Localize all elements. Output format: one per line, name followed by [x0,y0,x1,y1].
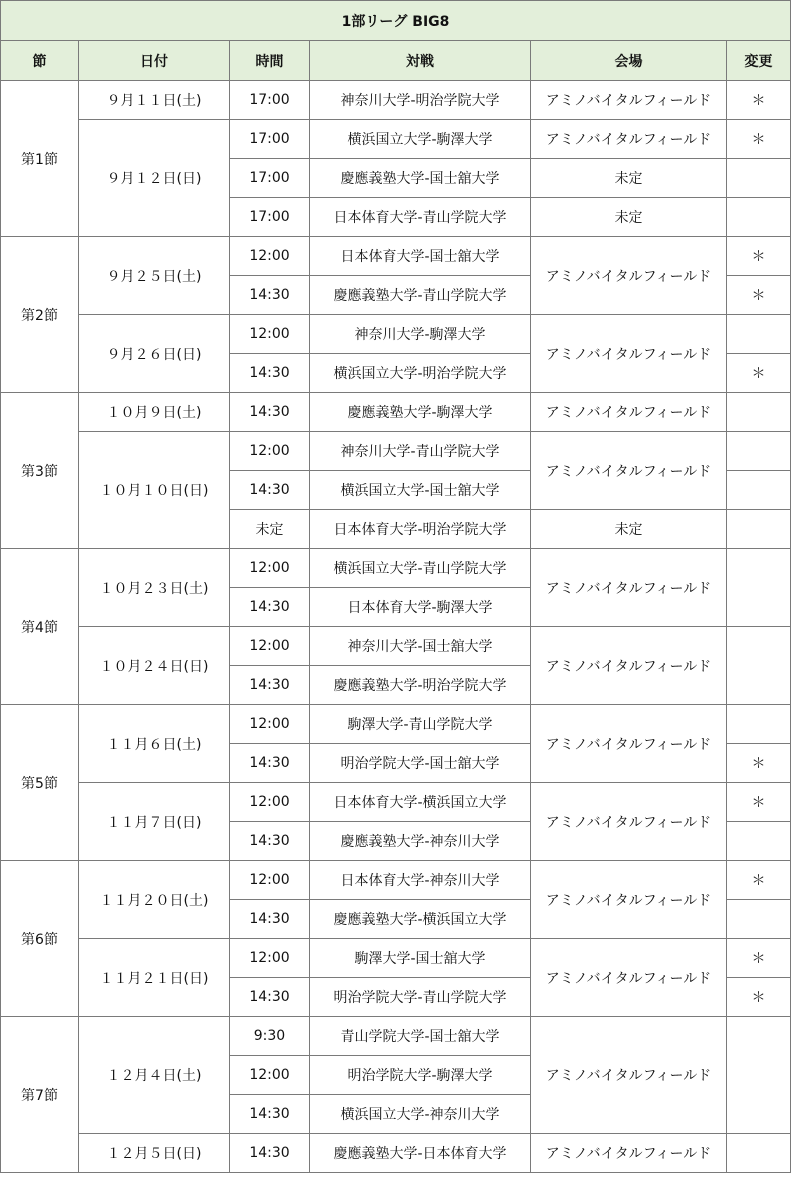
change-mark: ＊ [727,861,791,900]
change-mark [727,627,791,705]
match-cell: 神奈川大学-国士舘大学 [310,627,531,666]
time-cell: 14:30 [230,1095,310,1134]
change-mark: ＊ [727,237,791,276]
header-change: 変更 [727,41,791,81]
round-label: 第3節 [1,393,79,549]
venue-cell: アミノバイタルフィールド [531,393,727,432]
change-mark: ＊ [727,276,791,315]
time-cell: 12:00 [230,315,310,354]
date-cell: ９月１１日(土) [79,81,230,120]
time-cell: 17:00 [230,198,310,237]
table-row [1,120,791,159]
match-cell: 日本体育大学-横浜国立大学 [310,783,531,822]
time-cell: 17:00 [230,120,310,159]
table-row [1,1134,791,1173]
table-title-row [1,1,791,41]
venue-cell: アミノバイタルフィールド [531,120,727,159]
date-cell: １１月２１日(日) [79,939,230,1017]
round-label: 第6節 [1,861,79,1017]
time-cell: 17:00 [230,81,310,120]
date-cell: １２月４日(土) [79,1017,230,1134]
table-title: 1部リーグ BIG8 [1,1,791,41]
table-row [1,393,791,432]
date-cell: ９月２６日(日) [79,315,230,393]
venue-cell: アミノバイタルフィールド [531,432,727,510]
date-cell: １０月２３日(土) [79,549,230,627]
time-cell: 14:30 [230,900,310,939]
venue-cell: アミノバイタルフィールド [531,861,727,939]
match-cell: 横浜国立大学-青山学院大学 [310,549,531,588]
header-date: 日付 [79,41,230,81]
time-cell: 12:00 [230,783,310,822]
match-cell: 日本体育大学-駒澤大学 [310,588,531,627]
time-cell: 14:30 [230,744,310,783]
table-row [1,237,791,276]
change-mark: ＊ [727,120,791,159]
venue-cell: アミノバイタルフィールド [531,1134,727,1173]
table-row [1,861,791,900]
header-time: 時間 [230,41,310,81]
date-cell: ９月１２日(日) [79,120,230,237]
venue-cell: アミノバイタルフィールド [531,1017,727,1134]
round-label: 第1節 [1,81,79,237]
change-mark: ＊ [727,354,791,393]
round-label: 第5節 [1,705,79,861]
venue-cell: アミノバイタルフィールド [531,705,727,783]
venue-cell: 未定 [531,198,727,237]
change-mark [727,900,791,939]
change-mark: ＊ [727,81,791,120]
round-label: 第7節 [1,1017,79,1173]
date-cell: １０月１０日(日) [79,432,230,549]
venue-cell: アミノバイタルフィールド [531,81,727,120]
match-cell: 神奈川大学-駒澤大学 [310,315,531,354]
match-cell: 駒澤大学-国士舘大学 [310,939,531,978]
header-venue: 会場 [531,41,727,81]
match-cell: 日本体育大学-明治学院大学 [310,510,531,549]
time-cell: 14:30 [230,978,310,1017]
match-cell: 日本体育大学-青山学院大学 [310,198,531,237]
match-cell: 神奈川大学-明治学院大学 [310,81,531,120]
time-cell: 12:00 [230,237,310,276]
time-cell: 14:30 [230,393,310,432]
match-cell: 慶應義塾大学-横浜国立大学 [310,900,531,939]
table-row [1,549,791,588]
date-cell: １１月７日(日) [79,783,230,861]
match-cell: 明治学院大学-駒澤大学 [310,1056,531,1095]
table-row [1,432,791,471]
match-cell: 横浜国立大学-駒澤大学 [310,120,531,159]
match-cell: 日本体育大学-神奈川大学 [310,861,531,900]
change-mark [727,432,791,471]
change-mark [727,510,791,549]
table-row [1,705,791,744]
time-cell: 14:30 [230,354,310,393]
match-cell: 慶應義塾大学-神奈川大学 [310,822,531,861]
time-cell: 17:00 [230,159,310,198]
table-row [1,783,791,822]
header-row [1,41,791,81]
time-cell: 14:30 [230,666,310,705]
change-mark: ＊ [727,783,791,822]
change-mark [727,198,791,237]
match-cell: 明治学院大学-国士舘大学 [310,744,531,783]
date-cell: １１月２０日(土) [79,861,230,939]
time-cell: 12:00 [230,627,310,666]
match-cell: 横浜国立大学-神奈川大学 [310,1095,531,1134]
match-cell: 慶應義塾大学-国士舘大学 [310,159,531,198]
change-mark [727,315,791,354]
time-cell: 12:00 [230,549,310,588]
venue-cell: 未定 [531,510,727,549]
time-cell: 14:30 [230,588,310,627]
time-cell: 12:00 [230,939,310,978]
time-cell: 14:30 [230,276,310,315]
match-cell: 日本体育大学-国士舘大学 [310,237,531,276]
match-cell: 慶應義塾大学-明治学院大学 [310,666,531,705]
time-cell: 12:00 [230,705,310,744]
change-mark: ＊ [727,978,791,1017]
time-cell: 未定 [230,510,310,549]
change-mark [727,705,791,744]
change-mark [727,1134,791,1173]
table-row [1,1017,791,1056]
time-cell: 12:00 [230,861,310,900]
venue-cell: アミノバイタルフィールド [531,783,727,861]
venue-cell: アミノバイタルフィールド [531,549,727,627]
venue-cell: アミノバイタルフィールド [531,237,727,315]
table-row [1,315,791,354]
change-mark [727,159,791,198]
change-mark [727,549,791,627]
change-mark [727,471,791,510]
table-row [1,627,791,666]
table-row [1,81,791,120]
date-cell: １０月２４日(日) [79,627,230,705]
venue-cell: アミノバイタルフィールド [531,315,727,393]
date-cell: ９月２５日(土) [79,237,230,315]
match-cell: 慶應義塾大学-駒澤大学 [310,393,531,432]
match-cell: 横浜国立大学-国士舘大学 [310,471,531,510]
match-cell: 慶應義塾大学-青山学院大学 [310,276,531,315]
time-cell: 14:30 [230,822,310,861]
date-cell: １０月９日(土) [79,393,230,432]
date-cell: １２月５日(日) [79,1134,230,1173]
date-cell: １１月６日(土) [79,705,230,783]
round-label: 第4節 [1,549,79,705]
time-cell: 14:30 [230,471,310,510]
match-cell: 青山学院大学-国士舘大学 [310,1017,531,1056]
header-round: 節 [1,41,79,81]
match-cell: 明治学院大学-青山学院大学 [310,978,531,1017]
header-match: 対戦 [310,41,531,81]
change-mark: ＊ [727,744,791,783]
venue-cell: 未定 [531,159,727,198]
time-cell: 14:30 [230,1134,310,1173]
change-mark [727,822,791,861]
match-cell: 神奈川大学-青山学院大学 [310,432,531,471]
venue-cell: アミノバイタルフィールド [531,627,727,705]
match-cell: 横浜国立大学-明治学院大学 [310,354,531,393]
round-label: 第2節 [1,237,79,393]
change-mark [727,393,791,432]
table-row [1,939,791,978]
change-mark: ＊ [727,939,791,978]
time-cell: 12:00 [230,432,310,471]
match-cell: 駒澤大学-青山学院大学 [310,705,531,744]
change-mark [727,1017,791,1134]
time-cell: 9:30 [230,1017,310,1056]
match-cell: 慶應義塾大学-日本体育大学 [310,1134,531,1173]
venue-cell: アミノバイタルフィールド [531,939,727,1017]
time-cell: 12:00 [230,1056,310,1095]
